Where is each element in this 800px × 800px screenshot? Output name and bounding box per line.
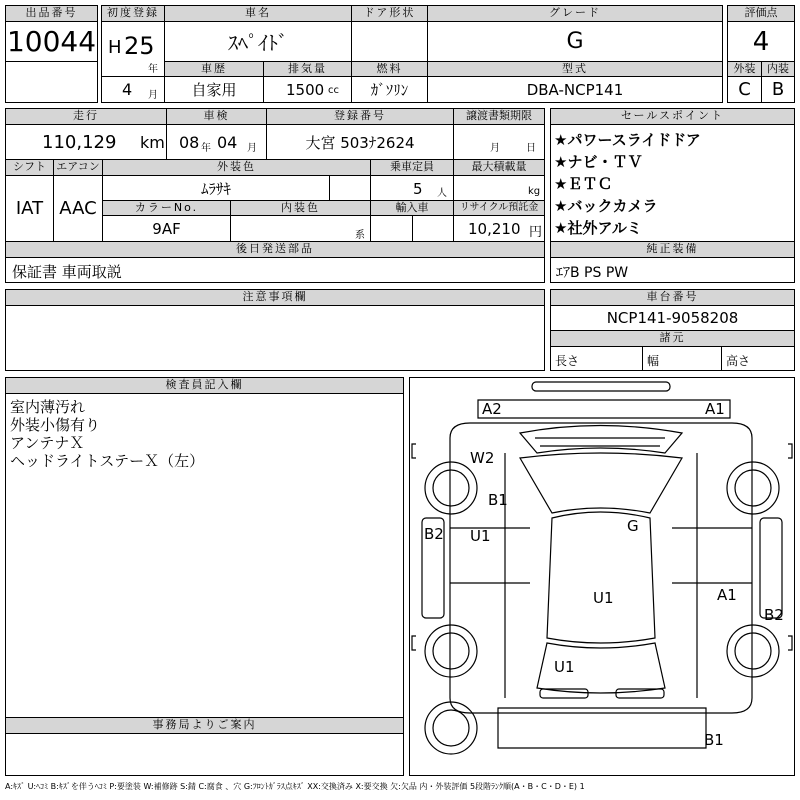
- sales-point-3: ★ＥＴＣ: [554, 175, 613, 193]
- lot-label: 出品番号: [5, 5, 98, 22]
- inspector-line-4: ヘッドライトステーＸ（左）: [10, 452, 205, 470]
- rear-light-left: [540, 689, 588, 698]
- lot-number-cell: [5, 21, 98, 62]
- body-outline: [450, 423, 752, 713]
- first-reg-month: 4: [122, 80, 133, 99]
- damage-mark-6: U1: [470, 527, 491, 545]
- name-label: 車名: [164, 5, 352, 22]
- ext-grade: C: [727, 76, 762, 103]
- car-outline-svg: [410, 378, 794, 775]
- inspection-label: 車検: [166, 108, 267, 125]
- disp-label: 排気量: [263, 61, 352, 77]
- insp-year-unit: 年: [201, 143, 211, 154]
- notes-label: 注意事項欄: [5, 289, 545, 306]
- capacity-cell: [370, 175, 454, 201]
- era: H: [108, 37, 122, 58]
- disp-value: 1500: [286, 81, 325, 99]
- recycle-value: 10,210: [468, 220, 521, 238]
- model-label: 型式: [427, 61, 723, 77]
- load-unit: kg: [528, 186, 541, 197]
- transfer-label: 譲渡書類期限: [453, 108, 545, 125]
- load-cell: [453, 175, 545, 201]
- grade-value: G: [427, 21, 723, 62]
- inspector-line-3: アンテナＸ: [10, 434, 85, 452]
- mileage-value: 110,129: [42, 132, 117, 153]
- sales-point-2: ★ナビ・ＴＶ: [554, 153, 643, 171]
- transfer-cell: [453, 124, 545, 160]
- door-value: [351, 21, 428, 62]
- color-value: ﾑﾗｻｷ: [102, 175, 330, 201]
- lot-blank: [5, 61, 98, 103]
- color-label: 外装色: [102, 159, 371, 176]
- chassis-value: NCP141-9058208: [550, 305, 795, 331]
- hood-lines: [535, 438, 665, 446]
- dims-label: 諸元: [550, 330, 795, 347]
- front-bumper: [478, 400, 730, 418]
- rear-light-right: [616, 689, 664, 698]
- recycle-unit: 円: [529, 225, 543, 240]
- damage-mark-1: A2: [482, 400, 502, 418]
- first-reg-month-cell: [101, 76, 165, 103]
- import-cell-a: [370, 215, 413, 242]
- lot-number: 10044: [6, 25, 97, 58]
- damage-mark-11: U1: [554, 658, 575, 676]
- later-value: 保証書 車両取説: [12, 263, 122, 281]
- sales-points-box: [550, 124, 795, 242]
- import-cell-b: [412, 215, 454, 242]
- month-unit: 月: [148, 90, 158, 101]
- later-cell: [5, 257, 545, 283]
- ac-label: エアコン: [53, 159, 103, 176]
- windshield: [520, 426, 682, 454]
- damage-mark-3: W2: [470, 449, 495, 467]
- first-reg-label: 初度登録: [101, 5, 165, 22]
- shift-label: シフト: [5, 159, 54, 176]
- transfer-day: 日: [526, 143, 536, 154]
- car-name: ｽﾍﾟｲﾄﾞ: [164, 21, 352, 62]
- int-grade: B: [761, 76, 795, 103]
- score-label: 評価点: [727, 5, 795, 22]
- interior-label: 内装色: [230, 200, 371, 216]
- damage-mark-4: B1: [488, 491, 508, 509]
- inspector-line-1: 室内薄汚れ: [10, 398, 86, 416]
- sales-point-5: ★社外アルミ: [554, 219, 642, 237]
- colorno-label: カラーNo.: [102, 200, 231, 216]
- sales-point-4: ★バックカメラ: [554, 197, 658, 215]
- door-label: ドア形状: [351, 5, 428, 22]
- length-label: 長さ: [555, 354, 580, 368]
- width-cell: [642, 346, 722, 371]
- first-reg-year-cell: [101, 21, 165, 77]
- door-lines: [450, 528, 752, 583]
- side-lines: [505, 453, 697, 698]
- grade-label: グレード: [427, 5, 723, 22]
- history-label: 車歴: [164, 61, 264, 77]
- fuel-value: ｶﾞｿﾘﾝ: [351, 76, 428, 103]
- roof: [547, 512, 655, 643]
- wheel-front-right-inner: [735, 470, 771, 506]
- damage-diagram: [409, 377, 795, 776]
- mileage-cell: [5, 124, 167, 160]
- wheel-rear-left-inner: [433, 633, 469, 669]
- chassis-label: 車台番号: [550, 289, 795, 306]
- damage-mark-5: G: [627, 517, 639, 535]
- later-label: 後日発送部品: [5, 241, 545, 258]
- height-cell: [721, 346, 795, 371]
- insp-month: 04: [217, 133, 238, 152]
- office-label: 事務局よりご案内: [5, 717, 404, 734]
- damage-mark-2: A1: [705, 400, 725, 418]
- genuine-cell: [550, 257, 795, 283]
- roof-front: [520, 453, 682, 513]
- recycle-label: リサイクル預託金: [453, 200, 545, 216]
- office-box: [5, 733, 404, 776]
- genuine-value: ｴｱB PS PW: [556, 265, 629, 281]
- genuine-label: 純正装備: [550, 241, 795, 258]
- spare-wheel-inner: [433, 710, 469, 746]
- insp-month-unit: 月: [247, 143, 257, 154]
- regno-value: 大宮 503ﾅ2624: [266, 124, 454, 160]
- year-unit: 年: [148, 64, 158, 75]
- damage-mark-8: U1: [593, 589, 614, 607]
- shift-value: IAT: [5, 175, 54, 242]
- damage-mark-10: B2: [764, 606, 784, 624]
- capacity-unit: 人: [437, 188, 447, 199]
- sales-point-1: ★パワースライドドア: [554, 131, 701, 149]
- import-label: 輸入車: [370, 200, 454, 216]
- inspector-line-2: 外装小傷有り: [10, 416, 101, 434]
- bracket-marks: [412, 444, 792, 650]
- ac-value: AAC: [53, 175, 103, 242]
- height-label: 高さ: [726, 354, 751, 368]
- mileage-unit: km: [140, 133, 165, 152]
- ext-label: 外装: [727, 61, 762, 77]
- inspector-box: [5, 393, 404, 718]
- model-value: DBA-NCP141: [427, 76, 723, 103]
- insp-year: 08: [179, 133, 200, 152]
- disp-unit: cc: [328, 85, 339, 96]
- mileage-label: 走行: [5, 108, 167, 125]
- score-value: 4: [727, 21, 795, 62]
- length-cell: [550, 346, 643, 371]
- sales-points-label: セールスポイント: [550, 108, 795, 125]
- damage-mark-9: A1: [717, 586, 737, 604]
- damage-mark-7: B2: [424, 525, 444, 543]
- inspector-label: 検査員記入欄: [5, 377, 404, 394]
- first-reg-year: 25: [124, 32, 155, 60]
- notes-box: [5, 305, 545, 371]
- recycle-cell: [453, 215, 545, 242]
- capacity-label: 乗車定員: [370, 159, 454, 176]
- capacity-value: 5: [413, 180, 423, 198]
- wheel-rear-right-inner: [735, 633, 771, 669]
- disp-cell: [263, 76, 352, 103]
- rear-bumper: [498, 708, 706, 748]
- wheel-front-left-inner: [433, 470, 469, 506]
- front-bumper-bar: [532, 382, 670, 391]
- colorno-value: 9AF: [102, 215, 231, 242]
- step-right: [760, 518, 782, 618]
- transfer-month: 月: [490, 143, 500, 154]
- interior-cell: [230, 215, 371, 242]
- color-blank: [329, 175, 371, 201]
- interior-unit: 系: [355, 230, 365, 241]
- width-label: 幅: [647, 354, 660, 368]
- regno-label: 登録番号: [266, 108, 454, 125]
- footer-legend: A:ｷｽﾞ U:ﾍｺﾐ B:ｷｽﾞを伴うﾍｺﾐ P:要塗装 W:補修跡 S:錆 C:腐食 、穴 G:ﾌﾛﾝﾄｶﾞﾗｽ点ｷｽﾞ XX:交換済み X:要交換 欠:欠品 内・外装評価 5段階ﾗﾝｸ順(A・B・C・D・E) 1: [5, 782, 585, 791]
- damage-mark-12: B1: [704, 731, 724, 749]
- load-label: 最大積載量: [453, 159, 545, 176]
- int-label: 内装: [761, 61, 795, 77]
- inspection-cell: [166, 124, 267, 160]
- fuel-label: 燃料: [351, 61, 428, 77]
- history-value: 自家用: [164, 76, 264, 103]
